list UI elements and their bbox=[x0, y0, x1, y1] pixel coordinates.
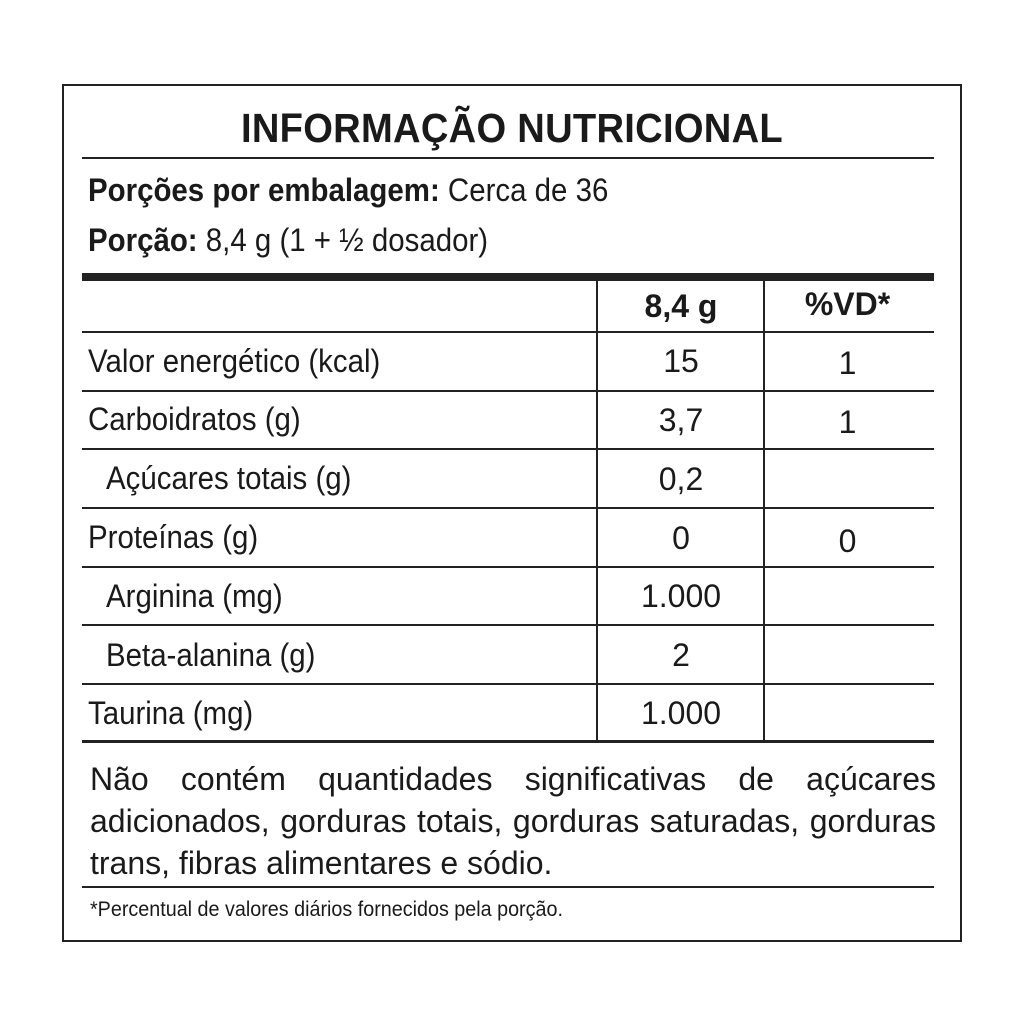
nutrient-name: Proteínas (g) bbox=[88, 519, 259, 555]
row-divider bbox=[82, 624, 934, 626]
servings-per-package-value: Cerca de 36 bbox=[447, 172, 609, 208]
title-divider bbox=[82, 157, 934, 159]
nutrient-amount: 0,2 bbox=[658, 461, 704, 497]
row-divider bbox=[82, 507, 934, 509]
portion-size-value: 8,4 g (1 + ½ dosador) bbox=[205, 222, 489, 258]
servings-per-package-label: Porções por embalagem: bbox=[88, 172, 440, 208]
nutrient-amount: 3,7 bbox=[658, 402, 704, 438]
nutrition-note: Não contém quantidades significativas de açúcares adicionados, gorduras totais, gorduras saturadas, gorduras trans, fibras alimentares e sódio. bbox=[90, 761, 936, 881]
portion-size-label: Porção: bbox=[88, 222, 198, 258]
nutrient-amount: 2 bbox=[672, 637, 690, 673]
footnote: *Percentual de valores diários fornecidos pela porção. bbox=[90, 898, 563, 921]
nutrient-amount: 1.000 bbox=[640, 695, 722, 731]
portion-size bbox=[88, 222, 488, 258]
label-title: INFORMAÇÃO NUTRICIONAL bbox=[240, 105, 784, 151]
nutrient-amount: 0 bbox=[672, 520, 690, 556]
nutrient-amount: 15 bbox=[663, 343, 699, 379]
table-bottom-divider bbox=[82, 740, 934, 743]
nutrient-amount: 1.000 bbox=[640, 578, 722, 614]
nutrient-dv: 1 bbox=[838, 404, 857, 440]
row-divider bbox=[82, 331, 934, 333]
nutrient-name: Açúcares totais (g) bbox=[106, 460, 352, 496]
nutrient-name: Carboidratos (g) bbox=[88, 401, 301, 437]
row-divider bbox=[82, 683, 934, 685]
nutrient-name: Beta-alanina (g) bbox=[106, 637, 316, 673]
row-divider bbox=[82, 390, 934, 392]
row-divider bbox=[82, 448, 934, 450]
thick-divider bbox=[82, 273, 934, 281]
nutrient-name: Arginina (mg) bbox=[106, 578, 283, 614]
servings-per-package bbox=[88, 172, 608, 208]
nutrient-name: Valor energético (kcal) bbox=[88, 343, 381, 379]
amount-column-header: 8,4 g bbox=[644, 288, 718, 324]
dv-column-header: %VD* bbox=[804, 286, 891, 322]
nutrient-dv: 0 bbox=[838, 523, 857, 559]
nutrient-dv: 1 bbox=[838, 345, 857, 381]
note-divider bbox=[82, 886, 934, 888]
row-divider bbox=[82, 566, 934, 568]
nutrient-name: Taurina (mg) bbox=[88, 695, 254, 731]
